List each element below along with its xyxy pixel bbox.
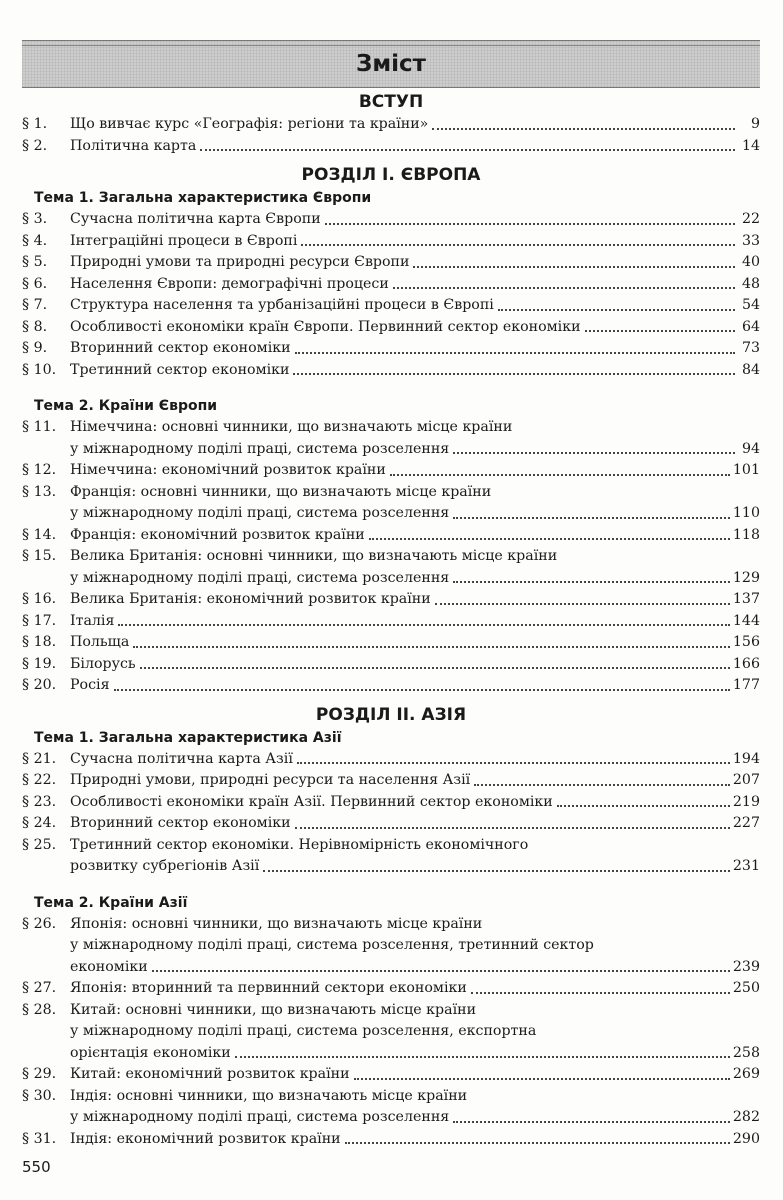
dot-leader [453, 581, 730, 583]
entry-title: Третинний сектор економіки [70, 361, 290, 378]
page-ref: 94 [741, 440, 760, 457]
toc-entry [22, 460, 760, 482]
toc-entry [22, 546, 760, 589]
entry-title: Велика Британія: економічний розвиток країни [70, 591, 431, 607]
toc-entry-line [22, 295, 760, 317]
toc-entry-line [22, 914, 760, 936]
entry-title-line: Китай: основні чинники, що визначають місце країни [70, 1001, 477, 1018]
page-ref: 227 [732, 815, 760, 831]
dot-leader [295, 827, 730, 829]
entry-title: Сучасна політична карта Азії [70, 750, 293, 767]
toc-entry [22, 274, 760, 296]
toc-entry-line [22, 546, 760, 568]
paragraph-number: § 16. [22, 591, 57, 607]
entry-title-line: у міжнародному поділі праці, система розселення, третинний сектор [70, 937, 594, 953]
table-of-contents [22, 90, 760, 1150]
toc-entry [22, 482, 760, 525]
toc-entry [22, 1000, 760, 1065]
dot-leader [293, 373, 735, 375]
page-ref: 84 [741, 361, 760, 378]
entry-title: Польща [70, 634, 130, 650]
dot-leader [301, 244, 735, 246]
page-ref: 207 [732, 772, 760, 788]
dot-leader [474, 784, 730, 786]
dot-leader [435, 603, 730, 605]
toc-entry-line [22, 482, 760, 504]
page-ref: 282 [732, 1109, 760, 1125]
page-ref: 110 [732, 505, 760, 521]
paragraph-number: § 18. [22, 634, 57, 650]
dot-leader [297, 762, 730, 764]
paragraph-number: § 13. [22, 483, 57, 500]
page-number: 550 [22, 1158, 51, 1176]
page-ref: 144 [732, 612, 760, 629]
entry-title: Особливості економіки країн Азії. Первинний сектор економіки [70, 793, 553, 810]
entry-title: Росія [70, 677, 110, 693]
toc-entry-line [22, 1064, 760, 1086]
toc-entry [22, 209, 760, 231]
toc-entry-line [22, 749, 760, 771]
toc-entry-line [22, 1129, 760, 1151]
toc-entry-line [22, 1021, 760, 1043]
page-ref: 258 [732, 1044, 760, 1061]
section-heading: РОЗДІЛ І. ЄВРОПА [301, 165, 481, 185]
paragraph-number: § 7. [22, 297, 48, 313]
paragraph-number: § 8. [22, 318, 48, 335]
entry-title: Індія: економічний розвиток країни [70, 1130, 341, 1147]
page-title: Зміст [356, 51, 426, 77]
toc-entry [22, 1064, 760, 1086]
entry-title-line: Індія: основні чинники, що визначають місце країни [70, 1087, 468, 1104]
toc-entry-line [22, 360, 760, 382]
toc-entry-line [22, 632, 760, 654]
toc-entry [22, 611, 760, 633]
entry-title-line: Японія: основні чинники, що визначають місце країни [70, 915, 483, 932]
paragraph-number: § 30. [22, 1087, 57, 1104]
dot-leader [200, 149, 735, 151]
page-ref: 118 [732, 526, 760, 543]
toc-entry [22, 338, 760, 360]
entry-title-line: Велика Британія: основні чинники, що визначають місце країни [70, 548, 558, 564]
paragraph-number: § 9. [22, 340, 48, 356]
page-ref: 290 [732, 1130, 760, 1147]
page-ref: 194 [732, 750, 760, 767]
page-ref: 14 [741, 137, 760, 154]
paragraph-number: § 5. [22, 254, 48, 270]
dot-leader [369, 538, 730, 540]
entry-title: розвитку субрегіонів Азії [70, 858, 260, 874]
entry-title-line: у міжнародному поділі праці, система розселення, експортна [70, 1023, 537, 1039]
dot-leader [345, 1142, 730, 1144]
paragraph-number: § 27. [22, 980, 57, 996]
entry-title: Франція: економічний розвиток країни [70, 526, 365, 543]
page-ref: 54 [741, 297, 760, 313]
paragraph-number: § 4. [22, 232, 48, 249]
toc-entry-line [22, 568, 760, 590]
entry-title: у міжнародному поділі праці, система розселення [70, 505, 450, 521]
toc-entry-line [22, 813, 760, 835]
toc-entry [22, 252, 760, 274]
entry-title-line: Третинний сектор економіки. Нерівномірність економічного [70, 836, 529, 853]
toc-entry-line [22, 439, 760, 461]
paragraph-number: § 29. [22, 1066, 57, 1082]
toc-entry [22, 749, 760, 771]
entry-title: Населення Європи: демографічні процеси [70, 275, 389, 292]
entry-title: у міжнародному поділі праці, система розселення [70, 569, 450, 586]
toc-entry [22, 417, 760, 460]
dot-leader [557, 805, 730, 807]
paragraph-number: § 6. [22, 275, 48, 292]
page-ref: 166 [732, 655, 760, 672]
dot-leader [413, 266, 735, 268]
page-ref: 64 [741, 318, 760, 335]
entry-title: орієнтація економіки [70, 1044, 231, 1061]
dot-leader [295, 352, 735, 354]
page-ref: 9 [750, 116, 760, 132]
toc-entry [22, 792, 760, 814]
entry-title: Білорусь [70, 655, 136, 672]
toc-entry-line [22, 792, 760, 814]
toc-entry-line [22, 675, 760, 697]
page-ref: 177 [732, 677, 760, 693]
toc-entry-line [22, 1000, 760, 1022]
page-ref: 101 [732, 462, 760, 478]
toc-entry [22, 835, 760, 878]
paragraph-number: § 1. [22, 116, 48, 132]
toc-entry [22, 360, 760, 382]
toc-entry-line [22, 460, 760, 482]
dot-leader [471, 992, 730, 994]
page-ref: 231 [732, 858, 760, 874]
toc-entry-line [22, 317, 760, 339]
toc-entry-line [22, 935, 760, 957]
toc-entry [22, 978, 760, 1000]
paragraph-number: § 22. [22, 772, 57, 788]
paragraph-number: § 26. [22, 915, 57, 932]
toc-entry [22, 813, 760, 835]
paragraph-number: § 24. [22, 815, 57, 831]
entry-title: Німеччина: економічний розвиток країни [70, 462, 386, 478]
dot-leader [140, 667, 730, 669]
page-ref: 250 [732, 980, 760, 996]
toc-entry-line [22, 1086, 760, 1108]
entry-title: Природні умови, природні ресурси та населення Азії [70, 772, 471, 788]
paragraph-number: § 2. [22, 137, 48, 154]
toc-entry-line [22, 654, 760, 676]
entry-title: у міжнародному поділі праці, система розселення [70, 1109, 450, 1125]
topic-heading: Тема 2. Країни Європи [34, 398, 218, 414]
dot-leader [118, 624, 729, 626]
page-ref: 73 [741, 340, 760, 356]
paragraph-number: § 25. [22, 836, 57, 853]
entry-title: Вторинний сектор економіки [70, 340, 291, 356]
dot-leader [325, 223, 735, 225]
toc-entry [22, 632, 760, 654]
dot-leader [585, 330, 735, 332]
page-ref: 33 [741, 232, 760, 249]
toc-entry [22, 136, 760, 158]
page-ref: 239 [732, 958, 760, 975]
paragraph-number: § 10. [22, 361, 57, 378]
entry-title: Сучасна політична карта Європи [70, 211, 321, 227]
toc-entry [22, 654, 760, 676]
toc-entry-line [22, 274, 760, 296]
section-heading: ВСТУП [358, 92, 424, 112]
paragraph-number: § 21. [22, 750, 57, 767]
toc-entry-line [22, 1107, 760, 1129]
dot-leader [393, 287, 735, 289]
entry-title: Що вивчає курс «Географія: регіони та країни» [70, 116, 429, 132]
page-ref: 40 [741, 254, 760, 270]
toc-entry [22, 317, 760, 339]
dot-leader [354, 1078, 730, 1080]
page-ref: 156 [732, 634, 760, 650]
page-ref: 48 [741, 275, 760, 292]
paragraph-number: § 31. [22, 1130, 57, 1147]
dot-leader [432, 128, 735, 130]
toc-entry-line [22, 856, 760, 878]
entry-title: Італія [70, 612, 115, 629]
toc-entry-line [22, 957, 760, 979]
toc-entry-line [22, 611, 760, 633]
toc-entry-line [22, 338, 760, 360]
dot-leader [498, 309, 735, 311]
toc-entry [22, 525, 760, 547]
header-rule [22, 45, 760, 46]
toc-entry-line [22, 503, 760, 525]
toc-entry-line [22, 770, 760, 792]
toc-entry-line [22, 978, 760, 1000]
dot-leader [114, 689, 730, 691]
dot-leader [263, 870, 730, 872]
toc-entry [22, 675, 760, 697]
paragraph-number: § 17. [22, 612, 57, 629]
toc-entry-line [22, 136, 760, 158]
dot-leader [235, 1056, 730, 1058]
entry-title: економіки [70, 958, 148, 975]
page-ref: 137 [732, 591, 760, 607]
section-heading: РОЗДІЛ ІІ. АЗІЯ [315, 704, 467, 725]
toc-entry [22, 770, 760, 792]
toc-entry-line [22, 114, 760, 136]
topic-heading: Тема 1. Загальна характеристика Європи [34, 190, 372, 206]
topic-heading: Тема 2. Країни Азії [34, 894, 188, 911]
topic-heading: Тема 1. Загальна характеристика Азії [34, 729, 342, 746]
page-ref: 22 [741, 211, 760, 227]
dot-leader [453, 1121, 730, 1123]
toc-entry-line [22, 1043, 760, 1065]
toc-entry [22, 231, 760, 253]
paragraph-number: § 20. [22, 677, 57, 693]
dot-leader [390, 474, 730, 476]
paragraph-number: § 14. [22, 526, 57, 543]
toc-entry [22, 1129, 760, 1151]
dot-leader [133, 646, 730, 648]
entry-title: Японія: вторинний та первинний сектори економіки [70, 980, 467, 996]
paragraph-number: § 28. [22, 1001, 57, 1018]
toc-entry-line [22, 252, 760, 274]
toc-entry-line [22, 417, 760, 439]
entry-title-line: Німеччина: основні чинники, що визначають місце країни [70, 419, 513, 435]
toc-entry-line [22, 835, 760, 857]
entry-title: Політична карта [70, 137, 197, 154]
toc-entry [22, 914, 760, 979]
entry-title-line: Франція: основні чинники, що визначають місце країни [70, 483, 492, 500]
paragraph-number: § 19. [22, 655, 57, 672]
entry-title: Особливості економіки країн Європи. Первинний сектор економіки [70, 318, 581, 335]
dot-leader [152, 970, 730, 972]
toc-entry [22, 295, 760, 317]
toc-entry [22, 114, 760, 136]
paragraph-number: § 15. [22, 548, 57, 564]
paragraph-number: § 3. [22, 211, 48, 227]
entry-title: Структура населення та урбанізаційні процеси в Європі [70, 297, 494, 313]
entry-title: Інтеграційні процеси в Європі [70, 232, 298, 249]
paragraph-number: § 11. [22, 419, 57, 435]
toc-entry-line [22, 589, 760, 611]
entry-title: у міжнародному поділі праці, система розселення [70, 440, 450, 457]
page-ref: 219 [732, 793, 760, 810]
toc-entry-line [22, 231, 760, 253]
toc-entry-line [22, 525, 760, 547]
toc-entry [22, 1086, 760, 1129]
entry-title: Китай: економічний розвиток країни [70, 1066, 350, 1082]
page-ref: 269 [732, 1066, 760, 1082]
header-band [22, 40, 760, 88]
paragraph-number: § 12. [22, 462, 57, 478]
toc-entry [22, 589, 760, 611]
toc-entry-line [22, 209, 760, 231]
entry-title: Вторинний сектор економіки [70, 815, 291, 831]
dot-leader [453, 517, 730, 519]
dot-leader [453, 452, 735, 454]
page-ref: 129 [732, 569, 760, 586]
entry-title: Природні умови та природні ресурси Європи [70, 254, 410, 270]
paragraph-number: § 23. [22, 793, 57, 810]
